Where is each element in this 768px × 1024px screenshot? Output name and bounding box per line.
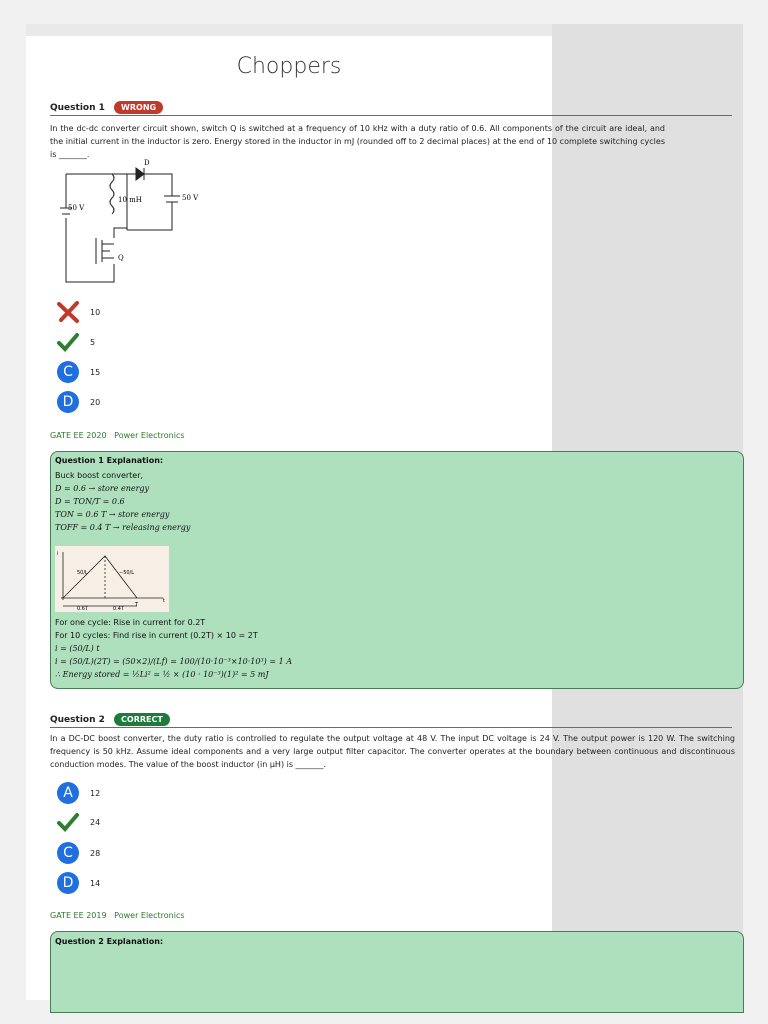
question-2-text: In a DC-DC boost converter, the duty ratio is controlled to regulate the output voltage at 48 V. The input DC voltage is 24 V. The output power is 120 W. The switching frequency is 50 kHz. Assume ideal components and a very large output filter capacitor. The converter operates at the boundary between continuous and discontinuous conduction modes. The value of the boost inductor (in μH) is _______. [50, 734, 735, 769]
q2-option-1-label: 12 [90, 789, 101, 798]
q1-option-1-label: 10 [90, 308, 101, 317]
question-1-status-badge: WRONG [114, 101, 163, 114]
question-1-tags[interactable]: GATE EE 2020 Power Electronics [50, 431, 185, 440]
q1-option-2-label: 5 [90, 338, 96, 347]
q2-option-3-label: 28 [90, 849, 101, 858]
question-2-divider [50, 727, 732, 728]
question-1-text: In the dc-dc converter circuit shown, switch Q is switched at a frequency of 10 kHz with a duty ratio of 0.6. All components of the circuit are ideal, and the initial current in the inductor is zero. Energy stored in the inductor in mJ (rounded off to 2 decimal places) at the end of 10 complete switching cycles is _______. [50, 124, 665, 159]
check-icon [56, 810, 80, 834]
question-1-divider [50, 115, 732, 116]
waveform-axis-i: i [57, 551, 59, 557]
q2-option-a-circle[interactable]: A [57, 782, 79, 804]
q2-option-c-circle[interactable]: C [57, 842, 79, 864]
circuit-inductor-label: 10 mH [118, 196, 142, 204]
explanation-2-title: Question 2 Explanation: [55, 937, 164, 946]
explanation-1-line-9: i = (50/L)(2T) = (50×2)/(Lf) = 100/(10·10⁻³×10·10³) = 1 A [55, 657, 292, 666]
explanation-1-title: Question 1 Explanation: [55, 456, 164, 465]
explanation-1-line-10: ∴ Energy stored = ½Li² = ½ × (10 · 10⁻³)(1)² = 5 mJ [55, 670, 269, 679]
waveform-period-label: T [135, 602, 139, 608]
page-title: Choppers [236, 54, 342, 79]
question-2-tags[interactable]: GATE EE 2019 Power Electronics [50, 911, 185, 920]
question-1-header [50, 101, 163, 114]
explanation-1-line-5: TOFF = 0.4 T → releasing energy [55, 523, 191, 532]
question-2-label: Question 2 [50, 715, 105, 725]
circuit-left-source-label: 50 V [68, 204, 85, 212]
wrong-x-icon [56, 300, 80, 324]
waveform-fall-slope: −50/L [119, 570, 135, 576]
q2-option-4-label: 14 [90, 879, 101, 888]
explanation-1-line-4: TON = 0.6 T → store energy [55, 510, 170, 519]
check-icon [56, 330, 80, 354]
q1-option-c-circle[interactable]: C [57, 361, 79, 383]
waveform-rise-slope: 50/L [77, 570, 88, 576]
question-1-label: Question 1 [50, 103, 105, 113]
question-2-header [50, 713, 170, 726]
q1-option-3-label: 15 [90, 368, 101, 377]
q1-option-d-circle[interactable]: D [57, 391, 79, 413]
waveform-ton-label: 0.6T [77, 606, 89, 612]
circuit-switch-label: Q [118, 254, 124, 262]
explanation-1-line-6: For one cycle: Rise in current for 0.2T [55, 618, 206, 627]
explanation-1-line-3: D = TON/T = 0.6 [55, 497, 125, 506]
waveform-toff-label: 0.4T [113, 606, 125, 612]
circuit-diode-label: D [144, 159, 150, 167]
explanation-1-line-1: Buck boost converter, [55, 471, 144, 480]
explanation-1-line-7: For 10 cycles: Find rise in current (0.2T) × 10 = 2T [55, 631, 258, 640]
q1-option-2[interactable] [56, 330, 80, 358]
inductor-current-waveform [55, 546, 169, 612]
q1-option-4-label: 20 [90, 398, 101, 407]
circuit-right-source-label: 50 V [182, 194, 199, 202]
q2-option-2[interactable] [56, 810, 80, 838]
q1-option-1[interactable] [56, 300, 80, 328]
explanation-1-line-2: D = 0.6 → store energy [55, 484, 150, 493]
q2-option-2-label: 24 [90, 818, 101, 827]
explanation-1-line-8: i = (50/L) t [55, 644, 100, 653]
q2-option-d-circle[interactable]: D [57, 872, 79, 894]
question-1-circuit-diagram [52, 158, 212, 288]
question-2-status-badge: CORRECT [114, 713, 170, 726]
waveform-axis-t: t [163, 598, 165, 604]
